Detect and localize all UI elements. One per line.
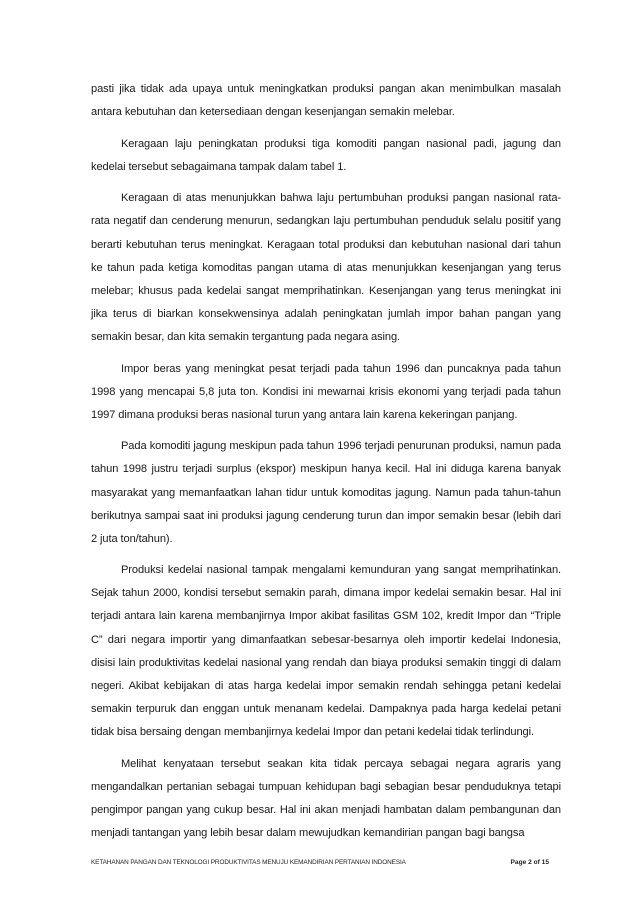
paragraph-table-reference: Keragaan laju peningkatan produksi tiga komoditi pangan nasional padi, jagung dan kedelai tersebut sebagaimana tampak dalam tabel 1. <box>91 137 561 173</box>
document-body <box>91 78 561 845</box>
paragraph-continuation: pasti jika tidak ada upaya untuk meningkatkan produksi pangan akan menimbulkan masalah antara kebutuhan dan ketersediaan dengan kesenjangan semakin melebar. <box>91 83 561 119</box>
footer-document-title: KETAHANAN PANGAN DAN TEKNOLOGI PRODUKTIVITAS MENUJU KEMANDIRIAN PERTANIAN INDONESIA <box>91 858 406 866</box>
paragraph-soybean: Produksi kedelai nasional tampak mengalami kemunduran yang sangat memprihatinkan. Sejak tahun 2000, kondisi tersebut semakin parah, dimana impor kedelai semakin besar. Hal ini terjadi antara lain karena membanjirnya Impor akibat fasilitas GSM 102, kredit Impor dan “Triple C” dari negara importir yang dimanfaatkan sebesar-besarnya oleh importir kedelai Indonesia, disisi lain produktivitas kedelai nasional yang rendah dan biaya produksi semakin tinggi di dalam negeri. Akibat kebijakan di atas harga kedelai impor semakin rendah sehingga petani kedelai semakin terpuruk dan enggan untuk menanam kedelai. Dampaknya pada harga kedelai petani tidak bisa bersaing dengan membanjirnya kedelai Impor dan petani kedelai tidak terlindungi. <box>91 564 561 738</box>
paragraph-rice-import: Impor beras yang meningkat pesat terjadi pada tahun 1996 dan puncaknya pada tahun 1998 yang mencapai 5,8 juta ton. Kondisi ini mewarnai krisis ekonomi yang terjadi pada tahun 1997 dimana produksi beras nasional turun yang antara lain karena kekeringan panjang. <box>91 362 561 421</box>
paragraph-agrarian-nation: Melihat kenyataan tersebut seakan kita tidak percaya sebagai negara agraris yang mengandalkan pertanian sebagai tumpuan kehidupan bagi sebagian besar penduduknya tetapi pengimpor pangan yang cukup besar. Hal ini akan menjadi hambatan dalam pembangunan dan menjadi tantangan yang lebih besar dalam mewujudkan kemandirian pangan bagi bangsa <box>91 757 561 839</box>
paragraph-corn: Pada komoditi jagung meskipun pada tahun 1996 terjadi penurunan produksi, namun pada tahun 1998 justru terjadi surplus (ekspor) meskipun hanya kecil. Hal ini diduga karena banyak masyarakat yang memanfaatkan lahan tidur untuk komoditas jagung. Namun pada tahun-tahun berikutnya sampai saat ini produksi jagung cenderung turun dan impor semakin besar (lebih dari 2 juta ton/tahun). <box>91 440 561 545</box>
page-footer <box>91 856 561 868</box>
paragraph-production-trend: Keragaan di atas menunjukkan bahwa laju pertumbuhan produksi pangan nasional rata-rata negatif dan cenderung menurun, sedangkan laju pertumbuhan penduduk selalu positif yang berarti kebutuhan terus meningkat. Keragaan total produksi dan kebutuhan nasional dari tahun ke tahun pada ketiga komoditas pangan utama di atas menunjukkan kesenjangan yang terus melebar; khusus pada kedelai sangat memprihatinkan. Kesenjangan yang terus meningkat ini jika terus di biarkan konsekwensinya adalah peningkatan jumlah impor bahan pangan yang semakin besar, dan kita semakin tergantung pada negara asing. <box>91 192 561 343</box>
footer-page-number: Page 2 of 15 <box>510 858 549 866</box>
